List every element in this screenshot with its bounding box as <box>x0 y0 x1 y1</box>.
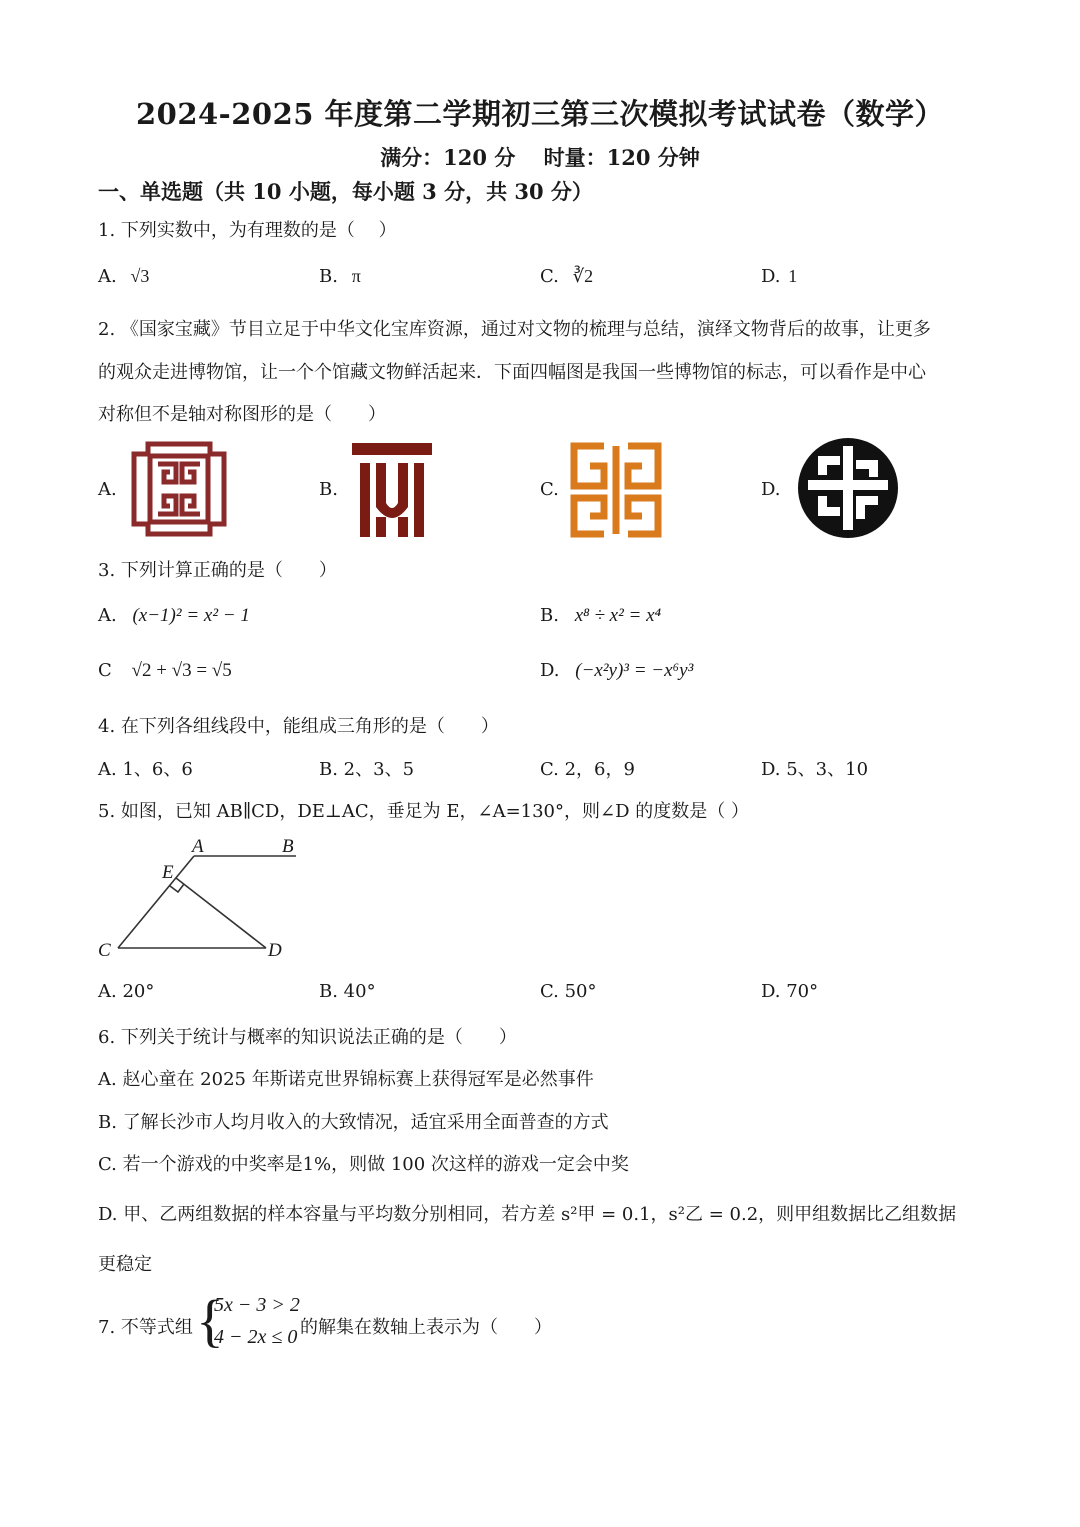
q6-option-b: B. 了解长沙市人均月收入的大致情况，适宜采用全面普查的方式 <box>98 1112 609 1133</box>
option-value: x⁸ ÷ x² = x⁴ <box>574 605 662 626</box>
q4-option-a: A. 1、6、6 <box>98 759 193 780</box>
option-label: D. <box>540 660 560 681</box>
question-7-prefix: 7. 不等式组 <box>98 1317 193 1338</box>
q6-option-d-continued: 更稳定 <box>98 1254 152 1275</box>
inequality-1: 5x − 3 > 2 <box>214 1294 300 1316</box>
option-label: C <box>98 660 112 681</box>
option-value: √3 <box>130 266 150 286</box>
option-value: π <box>351 266 361 286</box>
swirl-circle-logo-icon <box>794 436 902 540</box>
question-2-stem-line1: 2. 《国家宝藏》节目立足于中华文化宝库资源，通过对文物的梳理与总结，演绎文物背后的故事，让更多 <box>98 319 931 340</box>
system-brace: { <box>196 1288 224 1353</box>
question-2-stem-line2: 的观众走进博物馆，让一个个馆藏文物鲜活起来．下面四幅图是我国一些博物馆的标志，可以看作是中心 <box>98 362 926 383</box>
question-4-stem: 4. 在下列各组线段中，能组成三角形的是（ ） <box>98 716 499 737</box>
question-1-stem: 1. 下列实数中，为有理数的是（ ） <box>98 220 397 241</box>
question-3-stem: 3. 下列计算正确的是（ ） <box>98 560 337 581</box>
inequality-2: 4 − 2x ≤ 0 <box>214 1326 298 1348</box>
option-value: √2 + √3 = √5 <box>131 660 232 681</box>
q2-option-a-label: A. <box>98 479 117 500</box>
meander-square-logo-icon <box>128 440 230 538</box>
q5-option-a: A. 20° <box>98 981 155 1002</box>
q1-option-d <box>761 266 797 287</box>
q4-option-b: B. 2、3、5 <box>319 759 415 780</box>
section-heading: 一、单选题（共 10 小题，每小题 3 分，共 30 分） <box>98 179 593 204</box>
option-label: A. <box>98 605 117 626</box>
q3-option-b <box>540 605 661 627</box>
option-value: (x−1)² = x² − 1 <box>132 605 250 626</box>
question-2-stem-line3: 对称但不是轴对称图形的是（ ） <box>98 404 386 425</box>
option-label: A. <box>98 266 117 287</box>
q2-option-b-label: B. <box>319 479 338 500</box>
option-value: (−x²y)³ = −x⁶y³ <box>575 660 694 681</box>
q4-option-d: D. 5、3、10 <box>761 759 869 780</box>
q5-option-c: C. 50° <box>540 981 597 1002</box>
option-value: 1 <box>788 266 798 286</box>
q1-option-a <box>98 266 149 287</box>
q3-option-c <box>98 660 232 682</box>
question-7-suffix: 的解集在数轴上表示为（ ） <box>300 1317 552 1338</box>
option-value: ∛2 <box>572 266 594 286</box>
q6-option-a: A. 赵心童在 2025 年斯诺克世界锦标赛上获得冠军是必然事件 <box>98 1069 594 1090</box>
exam-info: 满分：120 分 时量：120 分钟 <box>380 145 700 170</box>
q2-option-c-label: C. <box>540 479 559 500</box>
q2-option-d-label: D. <box>761 479 781 500</box>
q1-option-c <box>540 266 593 287</box>
q3-option-a <box>98 605 250 627</box>
q1-option-b <box>319 266 361 287</box>
q6-option-c: C. 若一个游戏的中奖率是1%，则做 100 次这样的游戏一定会中奖 <box>98 1154 629 1175</box>
figure-label-e: E <box>162 862 174 883</box>
option-label: B. <box>540 605 559 626</box>
q3-option-d <box>540 660 693 682</box>
figure-label-b: B <box>282 836 294 857</box>
page-title: 2024-2025 年度第二学期初三第三次模拟考试试卷（数学） <box>135 97 945 131</box>
option-label: C. <box>540 266 559 287</box>
option-label: D. <box>761 266 781 287</box>
figure-label-c: C <box>98 940 111 961</box>
arch-logo-icon <box>350 441 434 539</box>
option-label: B. <box>319 266 338 287</box>
question-6-stem: 6. 下列关于统计与概率的知识说法正确的是（ ） <box>98 1027 517 1048</box>
figure-label-a: A <box>192 836 204 857</box>
q5-option-d: D. 70° <box>761 981 819 1002</box>
question-5-stem: 5. 如图，已知 AB∥CD，DE⊥AC，垂足为 E，∠A=130°，则∠D 的度数是（ ） <box>98 801 749 822</box>
q4-option-c: C. 2，6，9 <box>540 759 635 780</box>
hook-pattern-logo-icon <box>570 442 662 538</box>
q5-option-b: B. 40° <box>319 981 376 1002</box>
figure-label-d: D <box>268 940 282 961</box>
q6-option-d: D. 甲、乙两组数据的样本容量与平均数分别相同，若方差 s²甲 = 0.1，s²乙 = 0.2，则甲组数据比乙组数据 <box>98 1204 957 1225</box>
